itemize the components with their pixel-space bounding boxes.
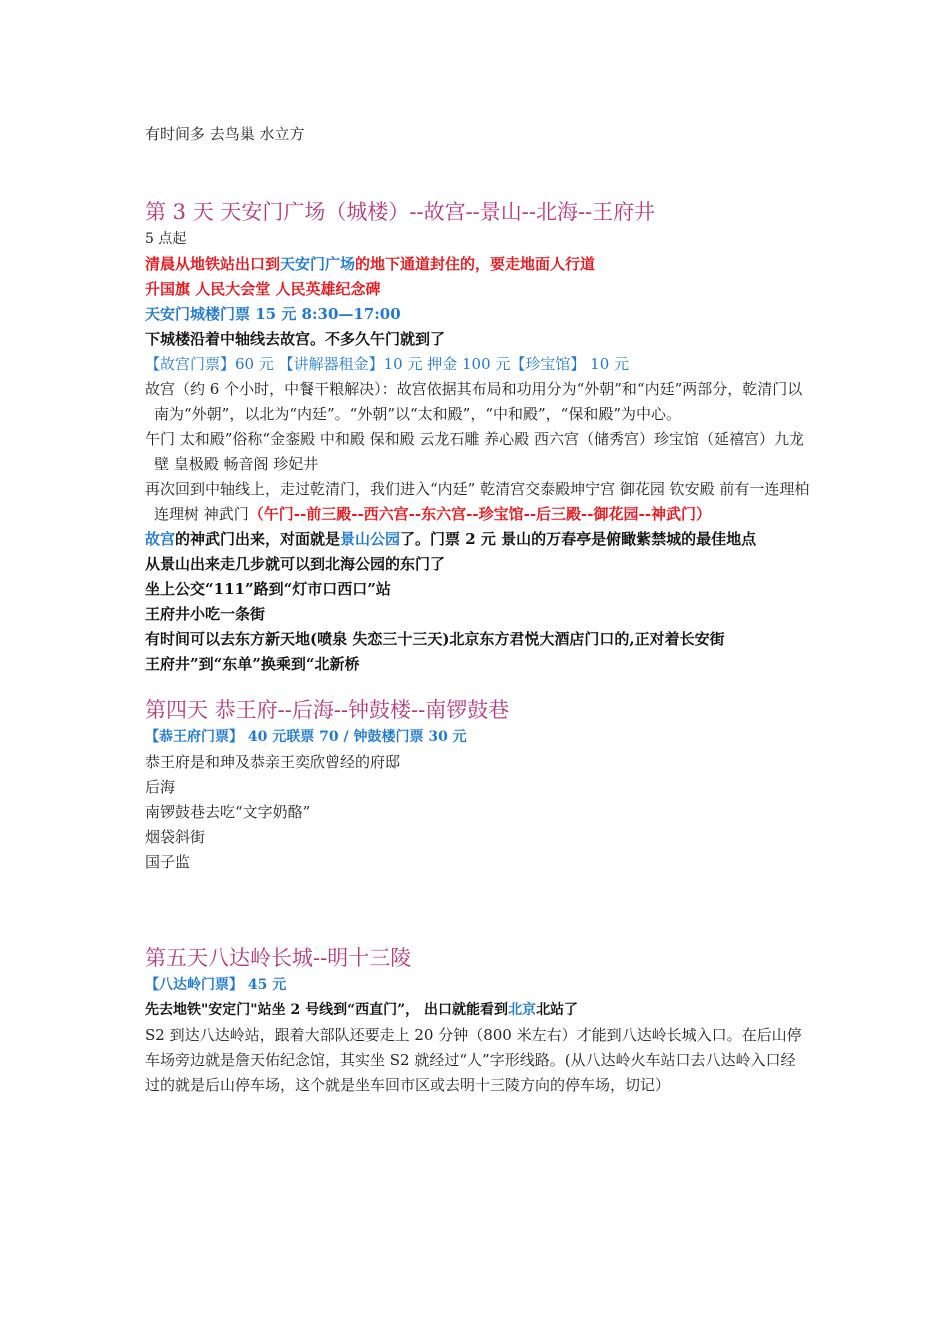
day5-line-1 [145, 998, 810, 1023]
day3-line-1c: 的地下通道封住的，要走地面人行道 [355, 255, 596, 273]
day3-route: （午门--前三殿--西六宫--东六宫--珍宝馆--后三殿--御花园--神武门） [248, 505, 711, 523]
day3-line-1a: 清晨从地铁站出口到 [145, 255, 281, 273]
day4-line-3: 南锣鼓巷去吃“文字奶酪” [145, 803, 311, 821]
day3-line-9: 有时间可以去东方新天地(喷泉 失恋三十三天)北京东方君悦大酒店门口的,正对着长安街 [145, 630, 725, 648]
day3-paragraph-4d: 了。门票 2 元 景山的万春亭是俯瞰紫禁城的最佳地点 [400, 530, 757, 548]
day5-line-1c: 北站了 [536, 1002, 579, 1018]
day4-heading: 第四天 恭王府--后海--钟鼓楼--南锣鼓巷 [145, 698, 510, 722]
day5-paragraph-1: S2 到达八达岭站，跟着大部队还要走上 20 分钟（800 米左右）才能到八达岭长城入口。在后山停车场旁边就是詹天佑纪念馆，其实坐 S2 就经过“人”字形线路。(从八达岭火车站口去八达岭入口经过的就是后山停车场，这个就是坐车回市区或去明十三陵方向的停车场，切记） [145, 1026, 802, 1094]
day3-line-1 [145, 252, 810, 277]
day3-paragraph-4 [145, 527, 810, 552]
day5-heading: 第五天八达岭长城--明十三陵 [145, 946, 412, 970]
day5-beijing-link[interactable]: 北京 [508, 1002, 537, 1018]
day3-line-4: 下城楼沿着中轴线去故宫。不多久午门就到了 [145, 330, 446, 348]
day3-line-1-link[interactable]: 天安门广场 [280, 255, 356, 273]
day3-paragraph-3a: 再次回到中轴线上，走过乾清门，我们进入“内廷” 乾清宫交泰殿坤宁宫 御花园 钦安殿 前有一连理柏连理树 神武门 [145, 480, 810, 523]
day4-line-5: 国子监 [145, 853, 191, 871]
day3-paragraph-3 [145, 477, 810, 527]
day3-ticket-line: 【故宫门票】60 元 【讲解器租金】10 元 押金 100 元【珍宝馆】 10 元 [145, 355, 630, 373]
day4-ticket-line: 【恭王府门票】 40 元联票 70 / 钟鼓楼门票 30 元 [145, 729, 467, 745]
day3-paragraph-2: 午门 太和殿”俗称“金銮殿 中和殿 保和殿 云龙石雕 养心殿 西六宫（储秀宫）珍宝馆（延禧宫）九龙壁 皇极殿 畅音阁 珍妃井 [145, 430, 804, 473]
day4-line-4: 烟袋斜街 [145, 828, 206, 846]
day3-line-6: 从景山出来走几步就可以到北海公园的东门了 [145, 555, 446, 573]
day3-line-7: 坐上公交“111”路到“灯市口西口”站 [145, 580, 391, 598]
day3-line-3: 天安门城楼门票 15 元 8:30—17:00 [145, 305, 401, 323]
day4-line-1: 恭王府是和珅及恭亲王奕欣曾经的府邸 [145, 753, 401, 771]
day3-heading: 第 3 天 天安门广场（城楼）--故宫--景山--北海--王府井 [145, 200, 656, 224]
day3-paragraph-4b: 的神武门出来，对面就是 [175, 530, 341, 548]
day3-start-time: 5 点起 [145, 231, 187, 247]
day4-line-2: 后海 [145, 778, 176, 796]
day3-line-10: 王府井”到“东单”换乘到“北新桥 [145, 655, 360, 673]
intro-text: 有时间多 去鸟巢 水立方 [145, 125, 305, 143]
day3-line-2: 升国旗 人民大会堂 人民英雄纪念碑 [145, 280, 381, 298]
document-page [145, 122, 810, 1098]
day5-line-1a: 先去地铁"安定门"站坐 2 号线到“西直门”， 出口就能看到 [145, 1002, 509, 1018]
day3-forbidden-city-link[interactable]: 故宫 [145, 530, 176, 548]
day3-line-8: 王府井小吃一条街 [145, 605, 266, 623]
day3-paragraph-1: 故宫（约 6 个小时，中餐干粮解决）：故宫依据其布局和功用分为“外朝”和“内廷”两部分，乾清门以南为“外朝”，以北为“内廷”。“外朝”以“太和殿”，“中和殿”，“保和殿”为中心。 [145, 380, 803, 423]
day3-jingshan-link[interactable]: 景山公园 [340, 530, 401, 548]
day5-ticket-line: 【八达岭门票】 45 元 [145, 977, 287, 993]
